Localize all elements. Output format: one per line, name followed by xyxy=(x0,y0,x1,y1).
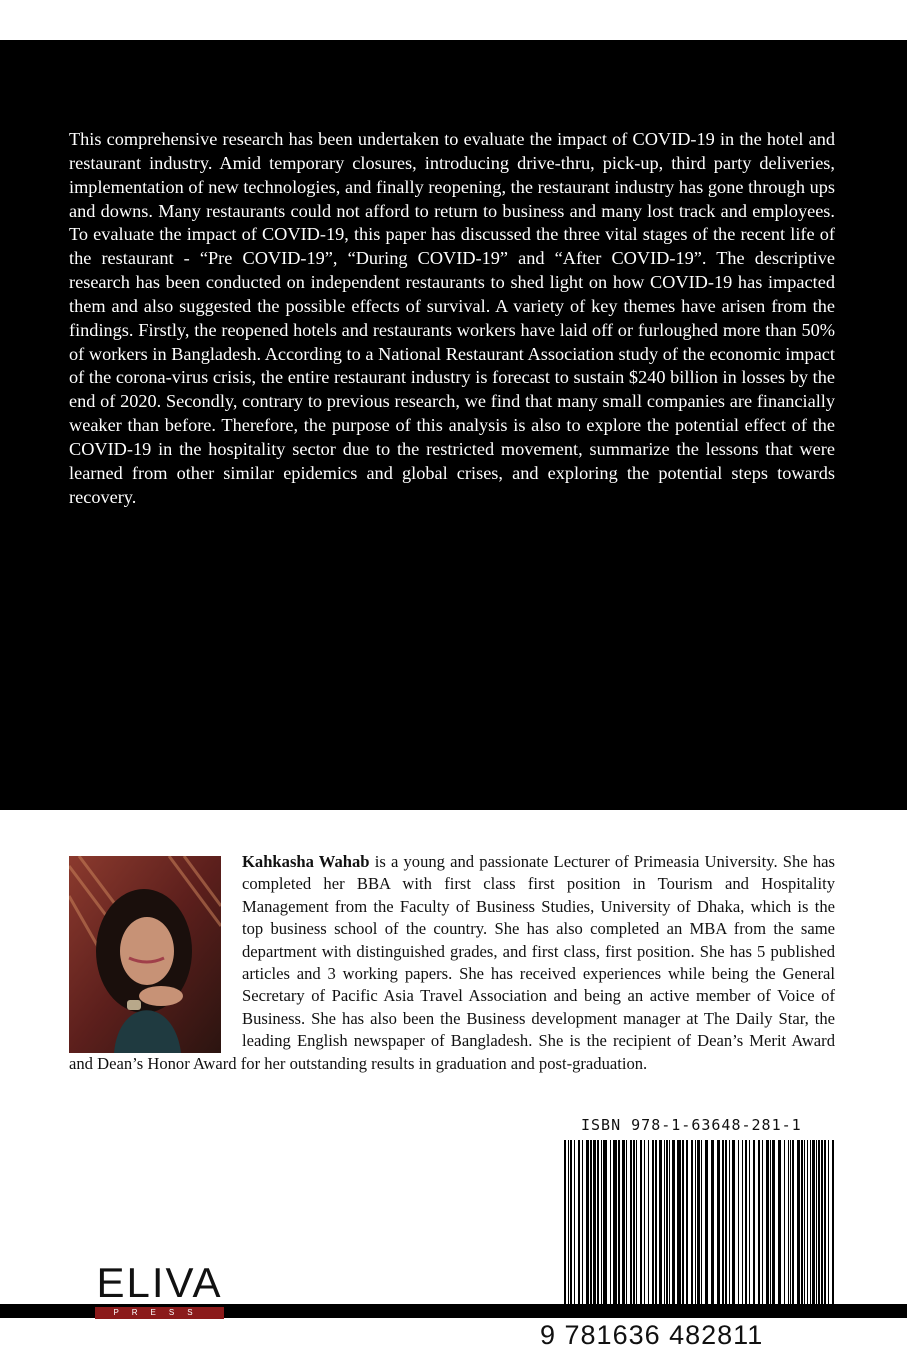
publisher-logo-subtext: PRESS xyxy=(95,1307,224,1319)
barcode-bar xyxy=(630,1140,632,1308)
barcode-bar xyxy=(828,1140,829,1308)
barcode-bar xyxy=(633,1140,635,1308)
barcode-bar xyxy=(636,1140,637,1308)
barcode-bar xyxy=(652,1140,654,1308)
barcode-bar xyxy=(574,1140,575,1308)
barcode-bar xyxy=(749,1140,750,1308)
publisher-logo-wordmark: ELIVA xyxy=(96,1259,223,1306)
barcode-bar xyxy=(722,1140,724,1308)
barcode-bar xyxy=(762,1140,763,1308)
barcode-bar xyxy=(784,1140,785,1308)
barcode-bar xyxy=(626,1140,627,1308)
barcode-bar xyxy=(582,1140,583,1308)
barcode-bar xyxy=(824,1140,826,1308)
barcode-bar xyxy=(568,1140,569,1308)
barcode-bar xyxy=(745,1140,747,1308)
author-bio xyxy=(69,851,835,1075)
synopsis-text: This comprehensive research has been undertaken to evaluate the impact of COVID-19 in the hotel and restaurant industry. Amid temporary closures, introducing drive-thru, pick-up, third party deliveries, implementation of new technologies, and finally reopening, the restaurant industry has gone through ups and downs. Many restaurants could not afford to return to business and many lost track and employees. To evaluate the impact of COVID-19, this paper has discussed the three vital stages of the recent life of the restaurant - “Pre COVID-19”, “During COVID-19” and “After COVID-19”. The descriptive research has been conducted on independent restaurants to shed light on how COVID-19 has impacted them and also suggested the possible effects of survival. A variety of key themes have arisen from the findings. Firstly, the reopened hotels and restaurants workers have laid off or furloughed more than 50% of workers in Bangladesh. According to a National Restaurant Association study of the economic impact of the corona-virus crisis, the entire restaurant industry is forecast to sustain $240 billion in losses by the end of 2020. Secondly, contrary to previous research, we find that many small companies are financially weaker than before. Therefore, the purpose of this analysis is also to explore the potential effect of the COVID-19 in the hospitality sector due to the restricted movement, summarize the lessons that were learned from other similar epidemics and global crises, and exploring the potential steps towards recovery. xyxy=(69,129,835,507)
barcode-bar xyxy=(766,1140,769,1308)
barcode-bar xyxy=(603,1140,607,1308)
barcode-bar xyxy=(792,1140,794,1308)
barcode-bar xyxy=(772,1140,775,1308)
barcode-bar xyxy=(664,1140,665,1308)
isbn-label: ISBN 978-1-63648-281-1 xyxy=(581,1116,802,1134)
barcode-bar xyxy=(686,1140,688,1308)
barcode-bar xyxy=(697,1140,700,1308)
barcode-bar xyxy=(753,1140,755,1308)
barcode-bar xyxy=(804,1140,805,1308)
barcode-bar xyxy=(790,1140,791,1308)
barcode-bar xyxy=(682,1140,684,1308)
barcode-bar xyxy=(672,1140,675,1308)
barcode-bar xyxy=(801,1140,803,1308)
barcode-bar xyxy=(778,1140,781,1308)
barcode-bar xyxy=(659,1140,662,1308)
barcode-bar xyxy=(610,1140,611,1308)
barcode-bar xyxy=(695,1140,696,1308)
barcode-bar xyxy=(640,1140,642,1308)
barcode-bar xyxy=(758,1140,760,1308)
publisher-logo xyxy=(92,1259,227,1326)
barcode-bar xyxy=(570,1140,572,1308)
barcode-bar xyxy=(711,1140,714,1308)
author-name: Kahkasha Wahab xyxy=(242,852,370,871)
barcode-bar xyxy=(729,1140,730,1308)
barcode-bar xyxy=(601,1140,602,1308)
barcode-bar xyxy=(666,1140,668,1308)
barcode-bar xyxy=(564,1140,566,1308)
barcode-bar xyxy=(613,1140,617,1308)
barcode-bar xyxy=(717,1140,720,1308)
barcode-bar xyxy=(742,1140,743,1308)
barcode-bar xyxy=(807,1140,808,1308)
barcode-digits: 9 781636 482811 xyxy=(540,1320,840,1351)
barcode-bar xyxy=(816,1140,817,1308)
barcode-bar xyxy=(705,1140,708,1308)
barcode-bar xyxy=(788,1140,789,1308)
barcode-bar xyxy=(586,1140,589,1308)
barcode-bar xyxy=(818,1140,820,1308)
barcode-bar xyxy=(732,1140,735,1308)
barcode-bar xyxy=(593,1140,596,1308)
barcode-bar xyxy=(622,1140,625,1308)
barcode-bar xyxy=(821,1140,823,1308)
barcode-bar xyxy=(618,1140,620,1308)
barcode-bar xyxy=(701,1140,702,1308)
barcode-bar xyxy=(812,1140,815,1308)
barcode-bar xyxy=(691,1140,693,1308)
barcode-bar xyxy=(725,1140,727,1308)
barcode-bar xyxy=(597,1140,599,1308)
barcode-bar xyxy=(677,1140,681,1308)
barcode-bar xyxy=(738,1140,739,1308)
author-bio-text: is a young and passionate Lecturer of Primeasia University. She has completed her BBA with first class first position in Tourism and Hospitality Management from the Faculty of Business Studies, University of Dhaka, which is the top business school of the country. She has also completed an MBA from the same department with distinguished grades, and first class, first position. She has 5 published articles and 3 working papers. She has received experiences while being the General Secretary of Pacific Asia Travel Association and being an active member of Voice of Business. She has also been the Business development manager at The Daily Star, the leading English newspaper of Bangladesh. She is the recipient of Dean’s Merit Award and Dean’s Honor Award for her outstanding results in graduation and post-graduation. xyxy=(69,852,835,1073)
barcode-bar xyxy=(578,1140,580,1308)
barcode xyxy=(564,1140,839,1308)
barcode-bar xyxy=(655,1140,657,1308)
barcode-bar xyxy=(797,1140,800,1308)
barcode-bar xyxy=(644,1140,645,1308)
barcode-bar xyxy=(648,1140,649,1308)
barcode-bar xyxy=(590,1140,592,1308)
barcode-bar xyxy=(810,1140,811,1308)
barcode-bar xyxy=(832,1140,834,1308)
barcode-bar xyxy=(669,1140,670,1308)
barcode-bar xyxy=(770,1140,771,1308)
